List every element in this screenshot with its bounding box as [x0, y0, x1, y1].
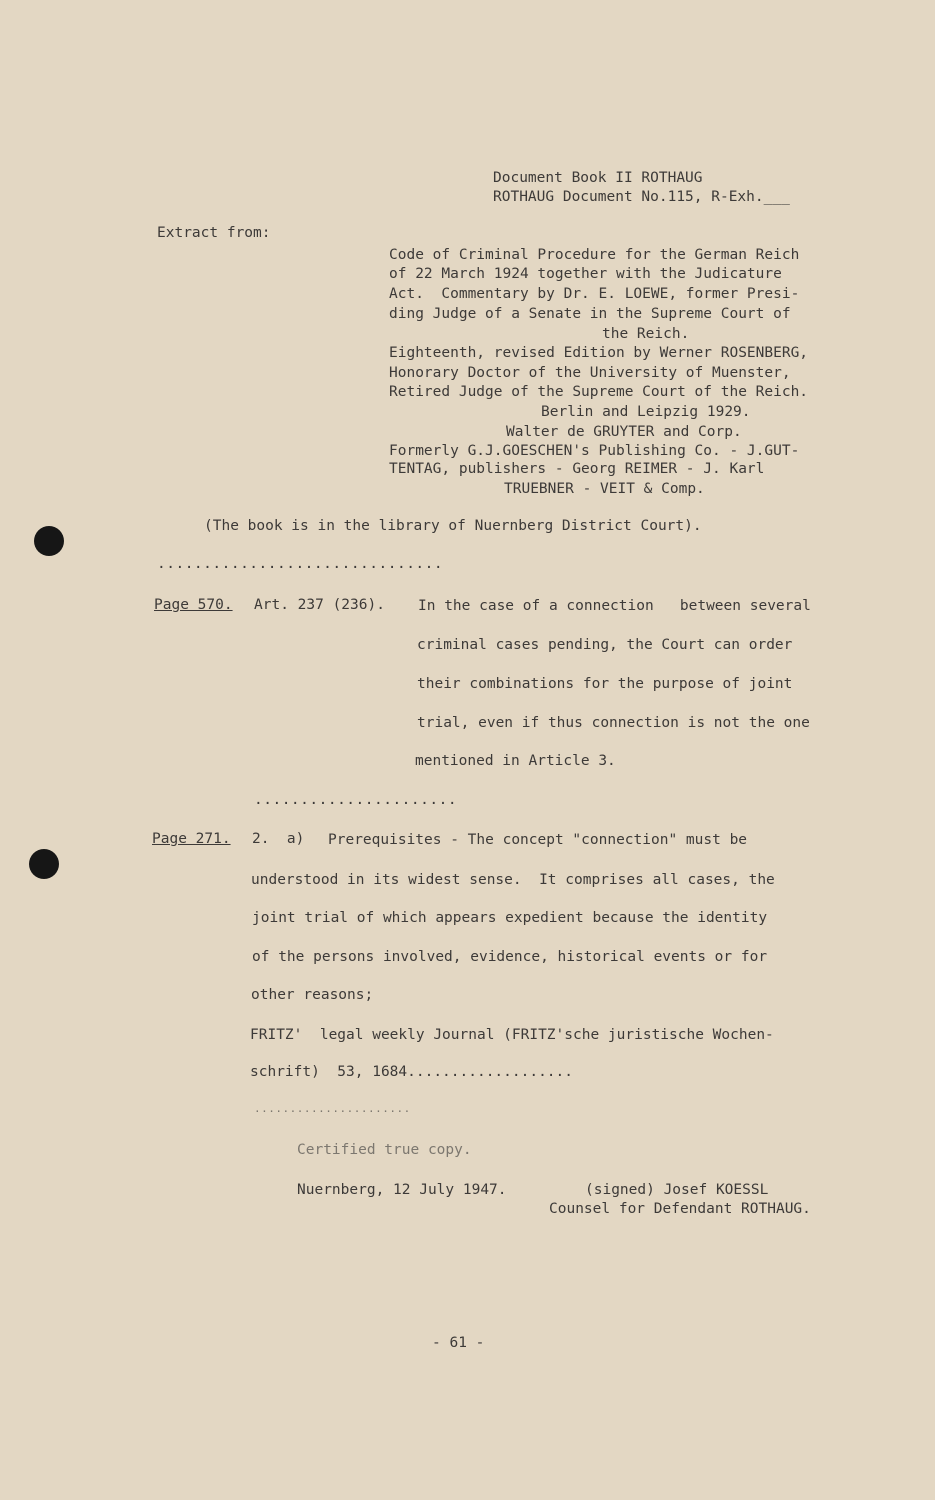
source-line: Code of Criminal Procedure for the German Reich: [389, 247, 800, 263]
extract-label: Extract from:: [157, 225, 271, 241]
source-line: ding Judge of a Senate in the Supreme Court of: [389, 306, 791, 322]
separator: ......................: [254, 792, 458, 808]
source-line: of 22 March 1924 together with the Judicature: [389, 266, 782, 282]
body-line: understood in its widest sense. It comprises all cases, the: [251, 872, 775, 888]
body-line: trial, even if thus connection is not the one: [417, 715, 810, 731]
punch-hole-bottom: [29, 849, 59, 879]
signature-line: (signed) Josef KOESSL: [585, 1182, 769, 1198]
place-date: Nuernberg, 12 July 1947.: [297, 1182, 507, 1198]
header-line-1: Document Book II ROTHAUG: [493, 170, 703, 186]
source-line: Retired Judge of the Supreme Court of the Reich.: [389, 384, 809, 400]
library-note: (The book is in the library of Nuernberg District Court).: [204, 518, 702, 534]
body-line: Prerequisites - The concept "connection" must be: [328, 832, 748, 848]
page-reference: Page 271.: [152, 831, 231, 847]
punch-hole-top: [34, 526, 64, 556]
source-line: TRUEBNER - VEIT & Comp.: [504, 481, 705, 497]
source-line: Act. Commentary by Dr. E. LOEWE, former Presi-: [389, 286, 800, 302]
header-line-2: ROTHAUG Document No.115, R-Exh.___: [493, 189, 790, 205]
source-line: the Reich.: [602, 326, 690, 342]
page-number: - 61 -: [432, 1335, 485, 1351]
certified-true-copy: Certified true copy.: [297, 1142, 472, 1158]
separator: ......................: [254, 1102, 411, 1115]
body-line: other reasons;: [251, 987, 374, 1003]
paragraph-number: 2. a): [252, 831, 305, 847]
body-line: of the persons involved, evidence, historical events or for: [252, 949, 768, 965]
separator: ...............................: [157, 556, 444, 572]
body-line: mentioned in Article 3.: [415, 753, 616, 769]
source-line: Berlin and Leipzig 1929.: [541, 404, 751, 420]
source-line: Walter de GRUYTER and Corp.: [506, 424, 742, 440]
body-line: FRITZ' legal weekly Journal (FRITZ'sche juristische Wochen-: [250, 1027, 774, 1043]
source-line: Formerly G.J.GOESCHEN's Publishing Co. - J.GUT-: [389, 443, 800, 459]
source-line: TENTAG, publishers - Georg REIMER - J. Karl: [389, 461, 765, 477]
body-line: schrift) 53, 1684...................: [250, 1064, 574, 1080]
article-reference: Art. 237 (236).: [254, 597, 385, 613]
source-line: Eighteenth, revised Edition by Werner ROSENBERG,: [389, 345, 809, 361]
source-line: Honorary Doctor of the University of Muenster,: [389, 365, 791, 381]
page-reference: Page 570.: [154, 597, 233, 613]
body-line: their combinations for the purpose of joint: [417, 676, 793, 692]
body-line: criminal cases pending, the Court can order: [417, 637, 793, 653]
body-line: joint trial of which appears expedient because the identity: [252, 910, 768, 926]
counsel-line: Counsel for Defendant ROTHAUG.: [549, 1201, 811, 1217]
body-line: In the case of a connection between several: [418, 598, 811, 614]
